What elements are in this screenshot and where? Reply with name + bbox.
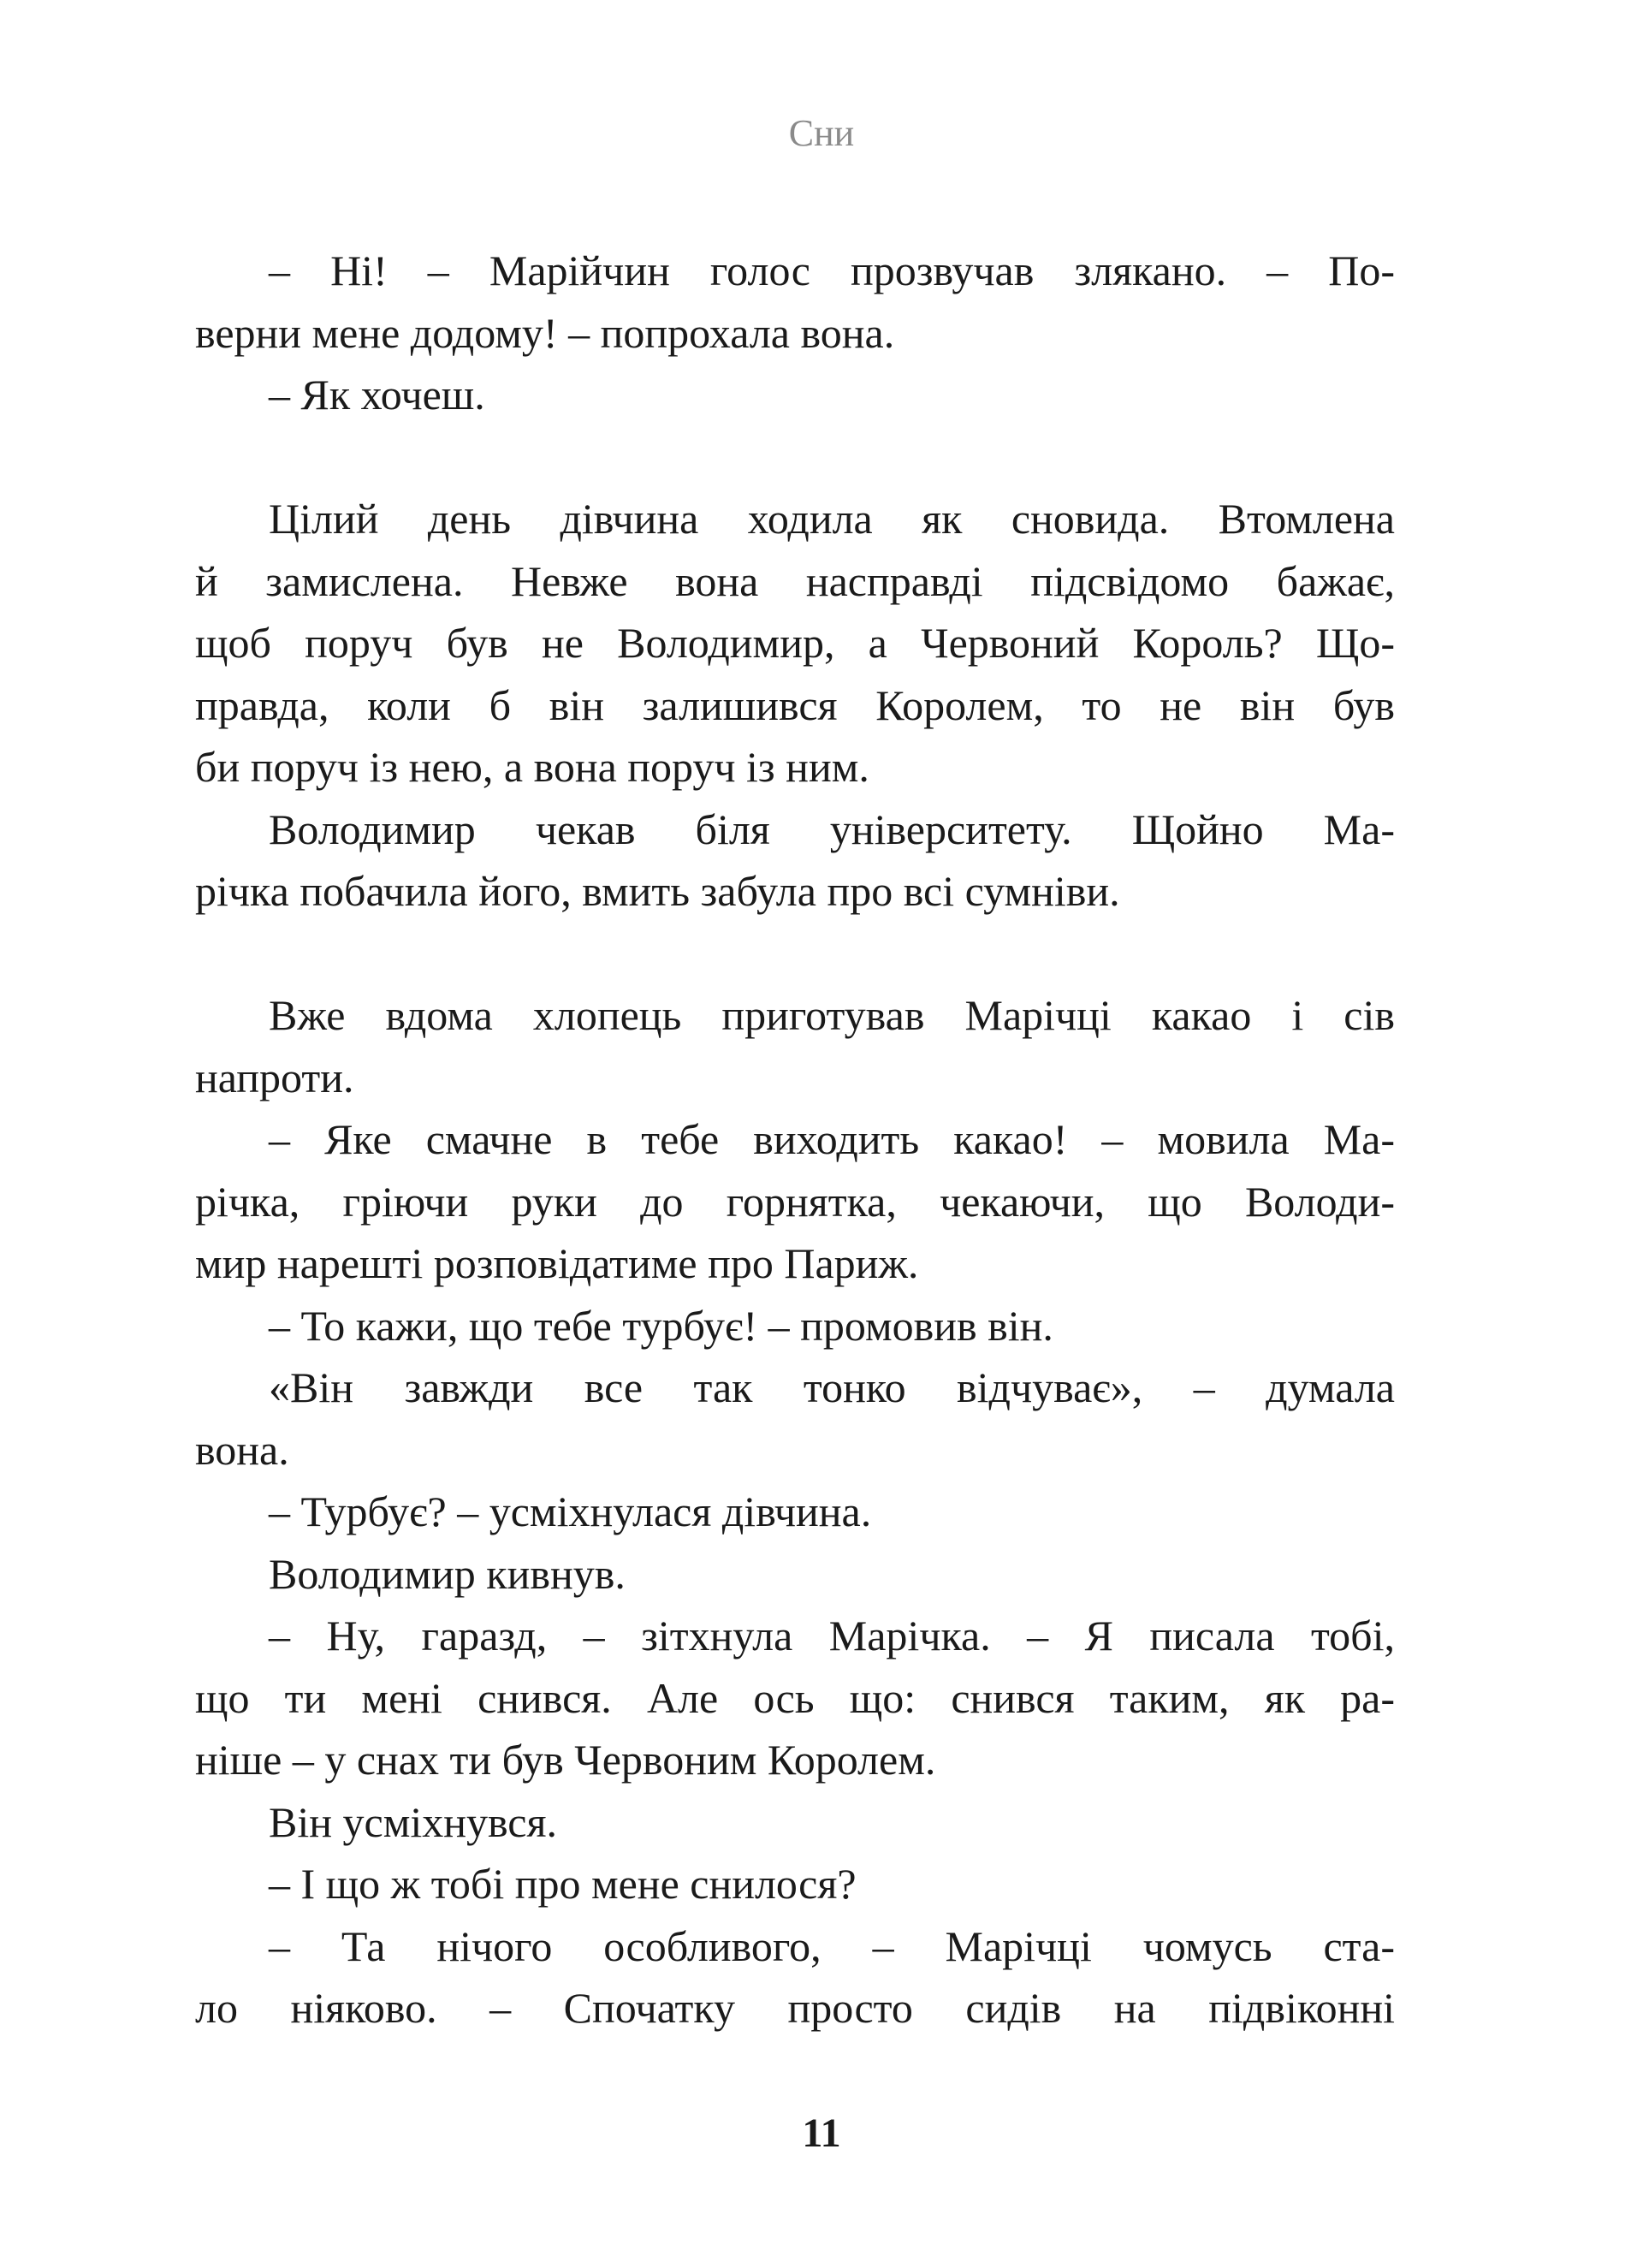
- blank-line: [195, 923, 1395, 985]
- running-header: Сни: [788, 112, 855, 154]
- text-line: Він усміхнувся.: [269, 1797, 557, 1846]
- text-line: – Як хочеш.: [269, 371, 485, 419]
- text-line: Вже вдома хлопець приготував Марічці какао і сів: [269, 991, 1395, 1039]
- text-line: – І що ж тобі про мене снилося?: [269, 1860, 857, 1908]
- text-line: – То кажи, що тебе турбує! – промовив він.: [269, 1301, 1053, 1350]
- text-line: щоб поруч був не Володимир, а Червоний Король? Що-: [195, 619, 1395, 667]
- text-line: вона.: [195, 1425, 289, 1474]
- blank-line: [195, 426, 1395, 489]
- text-line: річка, гріючи руки до горнятка, чекаючи, що Володи-: [195, 1177, 1395, 1226]
- text-line: – Та нічого особливого, – Марічці чомусь ста-: [269, 1921, 1395, 1970]
- text-line: ло ніяково. – Спочатку просто сидів на підвіконні: [195, 1984, 1395, 2032]
- text-line: й замислена. Невже вона насправді підсвідомо бажає,: [195, 556, 1395, 605]
- text-line: Володимир кивнув.: [269, 1549, 626, 1598]
- text-line: Володимир чекав біля університету. Щойно Ма-: [269, 804, 1395, 853]
- page-number: 11: [802, 2111, 841, 2156]
- text-line: напроти.: [195, 1053, 354, 1101]
- text-line: річка побачила його, вмить забула про всі сумніви.: [195, 867, 1120, 915]
- text-line: – Ну, гаразд, – зітхнула Марічка. – Я писала тобі,: [269, 1612, 1395, 1659]
- page-body-text: [195, 240, 1395, 2039]
- text-line: «Він завжди все так тонко відчуває», – думала: [269, 1363, 1395, 1411]
- text-line: – Турбує? – усміхнулася дівчина.: [269, 1487, 872, 1535]
- text-line: мир нарешті розповідатиме про Париж.: [195, 1239, 919, 1287]
- text-line: що ти мені снився. Але ось що: снився таким, як ра-: [195, 1673, 1395, 1722]
- text-line: верни мене додому! – попрохала вона.: [195, 308, 895, 357]
- text-line: – Ні! – Марійчин голос прозвучав злякано. – По-: [269, 246, 1395, 294]
- text-line: би поруч із нею, а вона поруч із ним.: [195, 743, 869, 791]
- text-line: Цілий день дівчина ходила як сновида. Втомлена: [269, 495, 1395, 543]
- text-line: ніше – у снах ти був Червоним Королем.: [195, 1736, 936, 1784]
- text-line: – Яке смачне в тебе виходить какао! – мовила Ма-: [269, 1115, 1395, 1163]
- text-line: правда, коли б він залишився Королем, то не він був: [195, 680, 1395, 729]
